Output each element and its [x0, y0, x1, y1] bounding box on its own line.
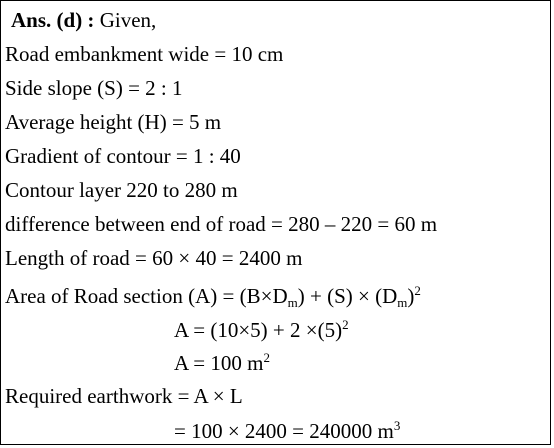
earthwork-result-exponent: 3: [393, 418, 401, 433]
side-slope-line: Side slope (S) = 2 : 1: [5, 76, 183, 100]
area-formula-exponent: 2: [414, 283, 421, 298]
earthwork-line: Required earthwork = A × L: [5, 384, 243, 408]
area-result-line: [174, 351, 270, 375]
average-height-line: Average height (H) = 5 m: [5, 110, 222, 134]
area-result-text: A = 100 m: [174, 351, 264, 375]
earthwork-result-line: [174, 419, 400, 443]
area-formula-line: [5, 284, 421, 308]
difference-line: difference between end of road = 280 – 220 = 60 m: [5, 212, 438, 236]
gradient-line: Gradient of contour = 1 : 40: [5, 144, 241, 168]
area-result-exponent: 2: [263, 350, 270, 365]
answer-heading: [11, 8, 156, 32]
area-formula-prefix: Area of Road section (A) = (B×D: [5, 284, 288, 308]
road-width-line: Road embankment wide = 10 cm: [5, 42, 284, 66]
area-formula-middle: ) + (S) × (D: [297, 284, 398, 308]
area-calculation-line: [174, 318, 349, 342]
area-formula-subscript-2: m: [397, 295, 408, 310]
area-formula-subscript-1: m: [287, 295, 298, 310]
earthwork-result-text: = 100 × 2400 = 240000 m: [174, 419, 394, 443]
area-formula-close: ): [407, 284, 415, 308]
contour-layer-line: Contour layer 220 to 280 m: [5, 178, 238, 202]
area-calculation-text: A = (10×5) + 2 ×(5): [174, 318, 343, 342]
area-calculation-exponent: 2: [342, 317, 349, 332]
road-length-line: Length of road = 60 × 40 = 2400 m: [5, 246, 303, 270]
answer-label: Ans. (d) :: [11, 8, 95, 32]
given-label: Given,: [99, 8, 157, 32]
